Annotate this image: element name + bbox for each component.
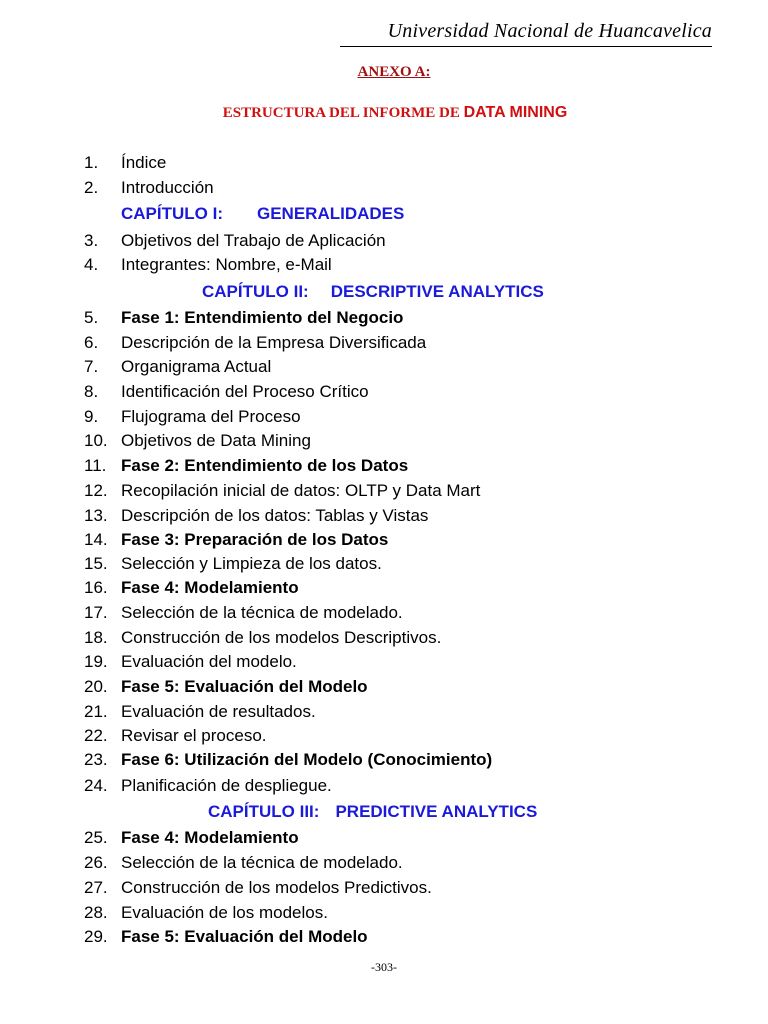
toc-item [0, 773, 768, 798]
item-number: 11. [84, 456, 107, 475]
item-number: 25. [84, 828, 108, 847]
item-number: 21. [84, 702, 108, 721]
item-text: Objetivos de Data Mining [121, 431, 311, 450]
chapter-2 [202, 279, 544, 305]
item-text: Fase 6: Utilización del Modelo (Conocimiento) [121, 750, 493, 769]
item-text: Evaluación de los modelos. [121, 903, 328, 922]
item-number: 17. [84, 603, 108, 622]
toc-item [0, 924, 768, 949]
toc-item [0, 900, 768, 925]
item-number: 1. [84, 153, 99, 172]
item-text: Construcción de los modelos Descriptivos. [121, 628, 442, 647]
structure-title-serif: ESTRUCTURA DEL INFORME DE [222, 105, 464, 121]
item-number: 19. [84, 652, 108, 671]
item-text: Descripción de la Empresa Diversificada [121, 333, 427, 352]
chapter-label: CAPÍTULO II: [202, 282, 309, 301]
item-text: Fase 2: Entendimiento de los Datos [121, 456, 409, 475]
item-text: Evaluación de resultados. [121, 702, 316, 721]
item-text: Objetivos del Trabajo de Aplicación [121, 231, 386, 250]
chapter-label: CAPÍTULO I: [121, 204, 223, 223]
item-number: 28. [84, 903, 108, 922]
item-text: Identificación del Proceso Crítico [121, 382, 369, 401]
toc-item [0, 330, 768, 355]
item-number: 13. [84, 506, 108, 525]
toc-item [0, 551, 768, 576]
item-text: Organigrama Actual [121, 357, 272, 376]
item-text: Fase 4: Modelamiento [121, 828, 299, 847]
toc-item [0, 527, 768, 552]
chapter-name: GENERALIDADES [257, 204, 405, 223]
toc-item [0, 453, 768, 478]
toc-item [0, 305, 768, 330]
item-number: 20. [84, 677, 108, 696]
toc-item [0, 354, 768, 379]
item-text: Fase 1: Entendimiento del Negocio [121, 308, 404, 327]
item-number: 2. [84, 178, 99, 197]
item-number: 27. [84, 878, 108, 897]
toc-item [0, 699, 768, 724]
item-number: 29. [84, 927, 108, 946]
item-number: 26. [84, 853, 108, 872]
item-text: Revisar el proceso. [121, 726, 267, 745]
item-number: 16. [84, 578, 108, 597]
structure-title-sans: DATA MINING [463, 104, 568, 121]
item-text: Evaluación del modelo. [121, 652, 297, 671]
item-number: 12. [84, 481, 108, 500]
item-text: Selección de la técnica de modelado. [121, 603, 403, 622]
toc-item [0, 175, 768, 200]
item-number: 8. [84, 382, 99, 401]
toc-item [0, 850, 768, 875]
item-number: 22. [84, 726, 108, 745]
item-text: Integrantes: Nombre, e-Mail [121, 255, 332, 274]
structure-title [0, 104, 768, 122]
toc-item [0, 150, 768, 175]
chapter-1 [121, 201, 404, 227]
item-number: 3. [84, 231, 99, 250]
item-text: Selección y Limpieza de los datos. [121, 554, 382, 573]
toc-item [0, 575, 768, 600]
toc-item [0, 625, 768, 650]
item-number: 6. [84, 333, 99, 352]
page-number: -303- [371, 960, 397, 974]
item-number: 15. [84, 554, 108, 573]
item-number: 10. [84, 431, 108, 450]
university-header: Universidad Nacional de Huancavelica [387, 20, 712, 42]
item-text: Planificación de despliegue. [121, 776, 332, 795]
toc-item [0, 228, 768, 253]
header-rule [340, 46, 712, 47]
item-text: Flujograma del Proceso [121, 407, 301, 426]
toc-item [0, 600, 768, 625]
chapter-label: CAPÍTULO III: [208, 802, 320, 821]
item-number: 7. [84, 357, 99, 376]
annex-title: ANEXO A: [357, 64, 431, 80]
item-number: 4. [84, 255, 99, 274]
toc-item [0, 252, 768, 277]
toc-item [0, 723, 768, 748]
item-text: Descripción de los datos: Tablas y Vistas [121, 506, 429, 525]
item-number: 18. [84, 628, 108, 647]
toc-item [0, 747, 768, 772]
item-text: Construcción de los modelos Predictivos. [121, 878, 432, 897]
item-text: Selección de la técnica de modelado. [121, 853, 403, 872]
item-number: 5. [84, 308, 99, 327]
item-text: Fase 3: Preparación de los Datos [121, 530, 389, 549]
chapter-name: PREDICTIVE ANALYTICS [335, 802, 538, 821]
toc-item [0, 503, 768, 528]
chapter-name: DESCRIPTIVE ANALYTICS [330, 282, 544, 301]
item-number: 9. [84, 407, 99, 426]
item-text: Fase 4: Modelamiento [121, 578, 299, 597]
item-text: Fase 5: Evaluación del Modelo [121, 677, 368, 696]
item-text: Índice [121, 153, 167, 172]
toc-item [0, 674, 768, 699]
toc-item [0, 404, 768, 429]
toc-item [0, 478, 768, 503]
toc-item [0, 875, 768, 900]
item-text: Fase 5: Evaluación del Modelo [121, 927, 368, 946]
toc-item [0, 379, 768, 404]
item-number: 23. [84, 750, 108, 769]
toc-item [0, 825, 768, 850]
chapter-3 [208, 799, 537, 825]
toc-item [0, 428, 768, 453]
item-number: 14. [84, 530, 108, 549]
item-number: 24. [84, 776, 108, 795]
item-text: Introducción [121, 178, 214, 197]
toc-item [0, 649, 768, 674]
item-text: Recopilación inicial de datos: OLTP y Data Mart [121, 481, 481, 500]
